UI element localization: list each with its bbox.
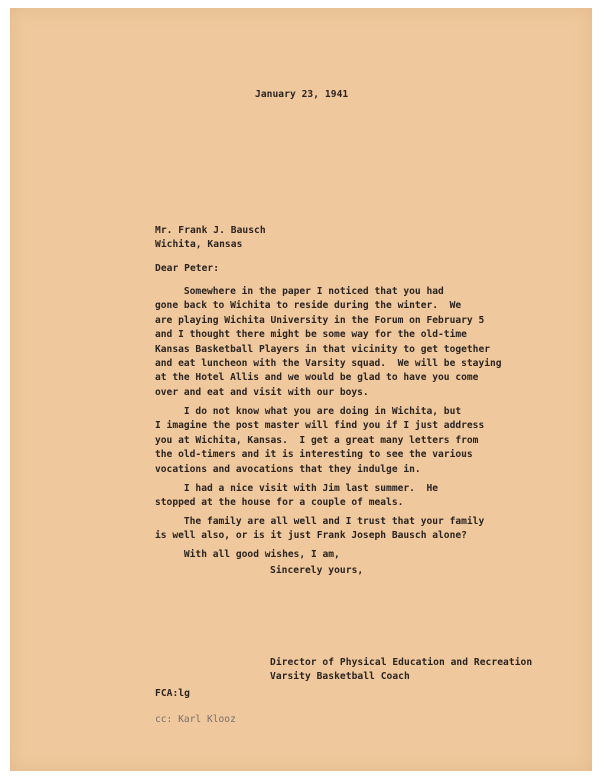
body-line: over and eat and visit with our boys. bbox=[155, 386, 369, 398]
body-line: gone back to Wichita to reside during the winter. We bbox=[155, 300, 462, 312]
body-line: Somewhere in the paper I noticed that you had bbox=[155, 286, 444, 297]
salutation: Dear Peter: bbox=[155, 263, 220, 274]
body-paragraph-2 bbox=[155, 405, 484, 477]
body-line: is well also, or is it just Frank Joseph Bausch alone? bbox=[155, 530, 467, 542]
body-paragraph-4 bbox=[155, 515, 484, 544]
body-line: and I thought there might be some way for the old-time bbox=[155, 329, 467, 341]
addressee-city: Wichita, Kansas bbox=[155, 239, 243, 250]
body-paragraph-1 bbox=[155, 285, 502, 400]
body-line: With all good wishes, I am, bbox=[155, 549, 340, 560]
body-line: the old-timers and it is interesting to see the various bbox=[155, 449, 473, 461]
addressee-name: Mr. Frank J. Bausch bbox=[155, 225, 266, 236]
signature-title-1: Director of Physical Education and Recreation bbox=[270, 657, 533, 668]
body-line: The family are all well and I trust that your family bbox=[155, 516, 485, 527]
body-line: vocations and avocations that they indulge in. bbox=[155, 463, 421, 475]
body-line: Kansas Basketball Players in that vicinity to get together bbox=[155, 343, 491, 355]
body-paragraph-3 bbox=[155, 482, 438, 511]
closing: Sincerely yours, bbox=[270, 565, 364, 576]
body-line: I do not know what you are doing in Wichita, but bbox=[155, 406, 462, 417]
body-line: you at Wichita, Kansas. I get a great many letters from bbox=[155, 434, 479, 446]
carbon-copy: cc: Karl Klooz bbox=[155, 714, 236, 725]
body-line: I imagine the post master will find you if I just address bbox=[155, 420, 485, 432]
body-line: and eat luncheon with the Varsity squad. We will be staying bbox=[155, 358, 502, 370]
body-paragraph-5 bbox=[155, 548, 340, 562]
body-line: are playing Wichita University in the Forum on February 5 bbox=[155, 314, 485, 326]
letter-date: January 23, 1941 bbox=[255, 89, 349, 100]
body-line: stopped at the house for a couple of meals. bbox=[155, 497, 404, 509]
body-line: at the Hotel Allis and we would be glad to have you come bbox=[155, 372, 479, 384]
typist-initials: FCA:lg bbox=[155, 688, 190, 699]
body-line: I had a nice visit with Jim last summer. He bbox=[155, 483, 439, 494]
signature-title-2: Varsity Basketball Coach bbox=[270, 671, 410, 682]
